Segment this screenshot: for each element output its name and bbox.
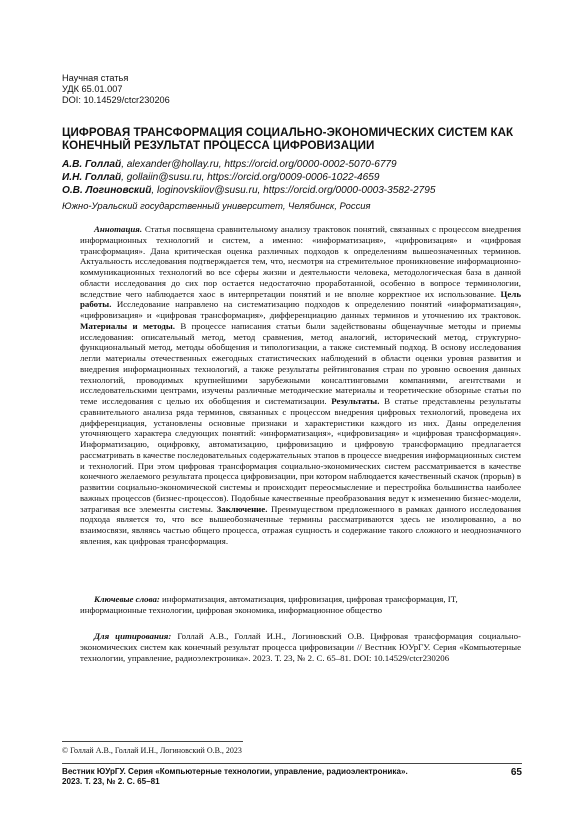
copyright-notice: © Голлай А.В., Голлай И.Н., Логиновский О.В., 2023	[62, 746, 242, 755]
results-label: Результаты.	[326, 396, 380, 406]
keywords-text: информатизация, автоматизация, цифровизация, цифровая трансформация, IT, информационные технологии, цифровая экономика, информационное общество	[80, 594, 458, 615]
citation	[80, 631, 521, 663]
journal-series: Вестник ЮУрГУ. Серия «Компьютерные технологии, управление, радиоэлектроника».	[62, 767, 408, 776]
journal-footer	[62, 767, 408, 787]
footer-divider	[62, 763, 522, 764]
keywords-label: Ключевые слова:	[94, 594, 160, 604]
author-line	[62, 158, 435, 171]
results-text: В статье представлены результаты сравнительного анализа ряда терминов, связанных с процессом внедрения цифровых технологий, проведена их дифференциация, установлены основные признаки и характеристики каждого из них. Даны определения уточняющего характера следующих понятий: «информатизация», «цифровизация» и «цифровая трансформация». Информатизацию, оцифровку, автоматизацию, цифровизацию и цифровую трансформацию предлагается рассматривать в качестве последовательных содержательных этапов в процессе внедрения информационных систем и технологий. При этом цифровая трансформация социально-экономических систем рассматривается в качестве конечного желаемого результата процесса цифровизации, при котором наблюдается качественный скачок (прорыв) в развитии социально-экономической системы и происходит переосмысление и перестройка большинства наиболее важных процессов (бизнес-процессов). Подобные качественные преобразования ведут к изменению бизнес-модели, затрагивая все элементы системы.	[80, 396, 521, 514]
methods-text: В процессе написания статьи были задействованы общенаучные методы и приемы исследования: описательный метод, метод сравнения, метод аналогий, исторический метод, структурно-функциональный метод, методы обобщения и типологизации, а также системный подход. В основу исследования легли материалы отечественных ежегодных статистических наблюдений в области оценки уровня развития и внедрения информационных технологий, а также результаты рейтингования стран по уровню освоения данных технологий, проводимых крупнейшими зарубежными консалтинговыми компаниями, агентствами и исследовательскими центрами, изучены различные методические материалы и теоретические обзорные статьи по теме исследования с целью их обобщения и систематизации.	[80, 320, 521, 406]
conclusion-label: Заключение.	[213, 503, 268, 514]
author-list	[62, 158, 435, 212]
author-name: А.В. Голлай	[62, 159, 122, 170]
page-number: 65	[510, 767, 522, 778]
author-contacts: , alexander@hollay.ru, https://orcid.org/0000-0002-5070-6779	[121, 159, 397, 170]
author-contacts: , loginovskiiov@susu.ru, https://orcid.org/0000-0003-3582-2795	[151, 185, 436, 196]
conclusion-text: Преимуществом предложенного в рамках данного исследования подхода является то, что все вышеобозначенные термины рассматриваются здесь не изолированно, а во взаимосвязи, являясь частью общего процесса, отражая сущность и содержание такого сложного и неоднозначного явления, как цифровая трансформация.	[80, 503, 521, 546]
author-name: И.Н. Голлай	[62, 172, 122, 183]
citation-label: Для цитирования:	[94, 631, 172, 641]
affiliation: Южно-Уральский государственный университет, Челябинск, Россия	[62, 200, 371, 211]
article-type: Научная статья	[62, 73, 129, 83]
abstract-label: Аннотация.	[94, 224, 143, 234]
author-contacts: , gollaiin@susu.ru, https://orcid.org/0009-0006-1022-4659	[121, 172, 380, 183]
methods-label: Материалы и методы.	[80, 320, 175, 331]
doi: DOI: 10.14529/ctcr230206	[62, 95, 170, 105]
author-line	[62, 171, 435, 184]
journal-issue: 2023. Т. 23, № 2. С. 65–81	[62, 776, 160, 786]
citation-text: Голлай А.В., Голлай И.Н., Логиновский О.В. Цифровая трансформация социально-экономических систем как конечный результат процесса цифровизации // Вестник ЮУрГУ. Серия «Компьютерные технологии, управление, радиоэлектроника». 2023. Т. 23, № 2. С. 65–81. DOI: 10.14529/ctcr230206	[80, 631, 521, 663]
goal-text: Исследование направлено на систематизацию подходов к определению понятий «информатизация», «цифровизация» и «цифровая трансформация», дифференциацию данных терминов и уточнению их трактовок.	[80, 299, 521, 320]
keywords	[80, 594, 521, 616]
article-title: ЦИФРОВАЯ ТРАНСФОРМАЦИЯ СОЦИАЛЬНО-ЭКОНОМИЧЕСКИХ СИСТЕМ КАК КОНЕЧНЫЙ РЕЗУЛЬТАТ ПРОЦЕССА ЦИФРОВИЗАЦИИ	[62, 126, 514, 152]
author-line	[62, 184, 435, 197]
abstract	[80, 224, 521, 547]
udc-code: УДК 65.01.007	[62, 84, 123, 94]
article-meta	[62, 73, 170, 106]
abstract-intro: Статья посвящена сравнительному анализу трактовок понятий, связанных с процессом внедрения информационных технологий и систем, а именно: «информатизация», «цифровизация» и «цифровая трансформация». Дана критическая оценка различных подходов к определениям вышеозначенных терминов. Актуальность исследования подтверждается тем, что, несмотря на стремительное проникновение информационно-коммуникационных технологий во все сферы жизни и деятельности человека, методологическая база в данной области исследования до сих пор остается недостаточно проработанной, особенно в вопросе терминологии, вследствие чего наблюдается хаос в интерпретации понятий и не вполне корректное их использование.	[80, 224, 521, 299]
author-name: О.В. Логиновский	[62, 185, 152, 196]
goal-label: Цель работы.	[80, 288, 521, 310]
footnote-divider	[62, 741, 243, 742]
